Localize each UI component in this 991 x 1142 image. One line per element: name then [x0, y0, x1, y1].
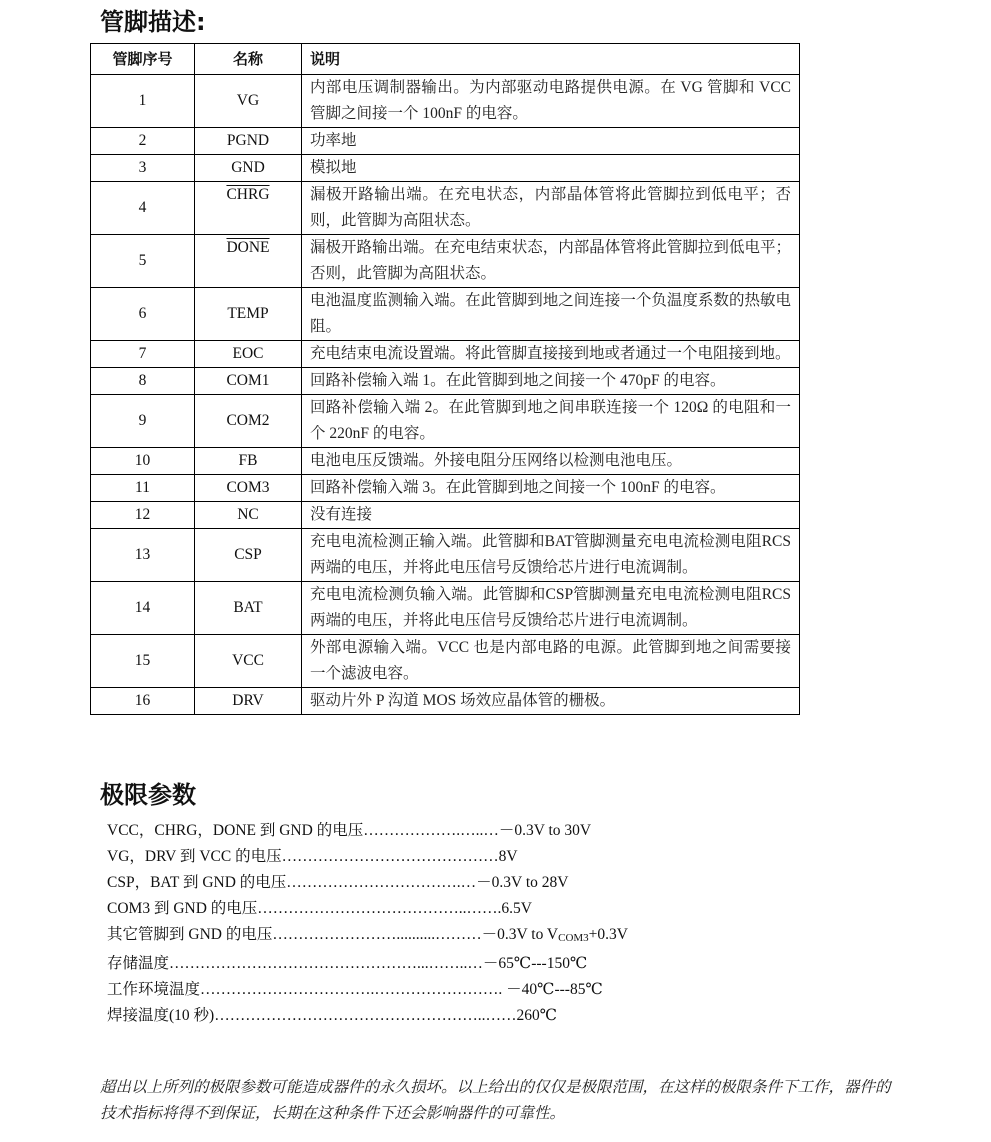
leader-dots: ……………………..........………	[272, 926, 482, 943]
pin-name-cell	[195, 475, 302, 502]
pin-name-cell	[195, 395, 302, 448]
param-label: VCC，CHRG，DONE 到 GND 的电压	[107, 822, 364, 839]
pin-description: 漏极开路输出端。在充电结束状态，内部晶体管将此管脚拉到低电平；否则，此管脚为高阻状态。	[302, 235, 800, 288]
table-row	[91, 475, 800, 502]
pin-name: PGND	[226, 132, 270, 149]
pin-number: 2	[91, 128, 195, 155]
list-item	[107, 844, 628, 870]
pin-name: NC	[237, 506, 259, 523]
table-row	[91, 155, 800, 182]
param-value: 6.5V	[501, 900, 532, 917]
pin-number: 12	[91, 502, 195, 529]
pin-name: DONE	[226, 239, 270, 256]
pin-number: 4	[91, 182, 195, 235]
pin-description: 回路补偿输入端 2。在此管脚到地之间串联连接一个 120Ω 的电阻和一个 220nF 的电容。	[302, 395, 800, 448]
pin-name-cell	[195, 635, 302, 688]
pin-name-cell	[195, 75, 302, 128]
param-value: －0.3V to 28V	[476, 874, 569, 891]
leader-dots: ……………………………………	[281, 848, 499, 865]
list-item	[107, 951, 628, 977]
param-value-suffix: +0.3V	[588, 926, 628, 943]
list-item	[107, 977, 628, 1003]
leader-dots: …………………………….…………………….	[200, 981, 507, 998]
pin-name-cell	[195, 235, 302, 288]
pin-name-cell	[195, 128, 302, 155]
param-value-prefix: －0.3V to V	[481, 926, 559, 943]
list-item	[107, 922, 628, 951]
pin-description: 充电结束电流设置端。将此管脚直接接到地或者通过一个电阻接到地。	[302, 341, 800, 368]
pin-name-cell	[195, 502, 302, 529]
pin-name: CSP	[234, 546, 262, 563]
pin-description: 充电电流检测正输入端。此管脚和BAT管脚测量充电电流检测电阻RCS两端的电压，并将此电压信号反馈给芯片进行电流调制。	[302, 529, 800, 582]
table-row	[91, 182, 800, 235]
table-row	[91, 688, 800, 715]
table-row	[91, 75, 800, 128]
absolute-max-ratings-title: 极限参数	[100, 781, 196, 809]
pin-name: VG	[236, 92, 260, 109]
pin-description: 内部电压调制器输出。为内部驱动电路提供电源。在 VG 管脚和 VCC 管脚之间接一个 100nF 的电容。	[302, 75, 800, 128]
pin-description: 驱动片外 P 沟道 MOS 场效应晶体管的栅极。	[302, 688, 800, 715]
param-label: 焊接温度(10 秒)	[107, 1007, 215, 1024]
pin-name: COM3	[226, 479, 270, 496]
pin-name-cell	[195, 155, 302, 182]
pin-name: GND	[231, 159, 265, 176]
pin-name: DRV	[232, 692, 264, 709]
pin-description-table	[90, 43, 800, 715]
list-item	[107, 1003, 628, 1029]
pin-description: 外部电源输入端。VCC 也是内部电路的电源。此管脚到地之间需要接一个滤波电容。	[302, 635, 800, 688]
table-row	[91, 235, 800, 288]
leader-dots: ……………………………………………..……	[214, 1007, 517, 1024]
list-item	[107, 818, 628, 844]
pin-number: 8	[91, 368, 195, 395]
param-label: 工作环境温度	[107, 981, 201, 998]
pin-number: 6	[91, 288, 195, 341]
table-row	[91, 448, 800, 475]
pin-description: 充电电流检测负输入端。此管脚和CSP管脚测量充电电流检测电阻RCS两端的电压，并将此电压信号反馈给芯片进行电流调制。	[302, 582, 800, 635]
pin-number: 15	[91, 635, 195, 688]
pin-number: 16	[91, 688, 195, 715]
table-row	[91, 582, 800, 635]
param-value: －40℃---85℃	[506, 981, 603, 998]
pin-number: 1	[91, 75, 195, 128]
list-item	[107, 896, 628, 922]
pin-name: COM2	[226, 412, 270, 429]
pin-name: BAT	[233, 599, 263, 616]
pin-name-cell	[195, 529, 302, 582]
table-row	[91, 341, 800, 368]
list-item	[107, 870, 628, 896]
param-label: COM3 到 GND 的电压	[107, 900, 258, 917]
param-label: 存储温度	[107, 955, 170, 972]
pin-name-cell	[195, 688, 302, 715]
pin-number: 3	[91, 155, 195, 182]
param-value: －65℃---150℃	[482, 955, 588, 972]
table-row	[91, 128, 800, 155]
param-value: 8V	[498, 848, 518, 865]
table-header-row	[91, 44, 800, 75]
pin-name: TEMP	[227, 305, 269, 322]
pin-number: 11	[91, 475, 195, 502]
pin-name-cell	[195, 448, 302, 475]
pin-number: 13	[91, 529, 195, 582]
warning-note: 超出以上所列的极限参数可能造成器件的永久损坏。以上给出的仅仅是极限范围，在这样的极限条件下工作，器件的技术指标将得不到保证，长期在这种条件下还会影响器件的可靠性。	[100, 1079, 891, 1122]
leader-dots: ……………….…..…	[363, 822, 499, 839]
pin-description: 没有连接	[302, 502, 800, 529]
pin-description: 回路补偿输入端 3。在此管脚到地之间接一个 100nF 的电容。	[302, 475, 800, 502]
param-value: －0.3V to 30V	[498, 822, 592, 839]
table-row	[91, 529, 800, 582]
table-row	[91, 288, 800, 341]
pin-name-cell	[195, 182, 302, 235]
pin-description: 漏极开路输出端。在充电状态，内部晶体管将此管脚拉到低电平；否则，此管脚为高阻状态。	[302, 182, 800, 235]
header-pin-number: 管脚序号	[91, 44, 195, 75]
pin-number: 7	[91, 341, 195, 368]
param-value: 260℃	[516, 1007, 558, 1024]
pin-description: 功率地	[302, 128, 800, 155]
table-row	[91, 502, 800, 529]
pin-name-cell	[195, 341, 302, 368]
pin-name: FB	[238, 452, 258, 469]
leader-dots: …………………………………………...……..…	[169, 955, 483, 972]
param-label: VG，DRV 到 VCC 的电压	[107, 848, 282, 865]
param-value	[482, 926, 628, 943]
pin-description: 模拟地	[302, 155, 800, 182]
pin-number: 9	[91, 395, 195, 448]
param-value-subscript: COM3	[558, 932, 589, 944]
header-pin-name: 名称	[195, 44, 302, 75]
param-label: CSP，BAT 到 GND 的电压	[107, 874, 287, 891]
param-label: 其它管脚到 GND 的电压	[107, 926, 273, 943]
pin-name: COM1	[226, 372, 270, 389]
absolute-max-ratings-list	[107, 818, 628, 1029]
leader-dots: …………………………….…	[286, 874, 477, 891]
pin-description: 电池温度监测输入端。在此管脚到地之间连接一个负温度系数的热敏电阻。	[302, 288, 800, 341]
pin-number: 5	[91, 235, 195, 288]
pin-name: CHRG	[226, 186, 270, 203]
table-row	[91, 395, 800, 448]
pin-name-cell	[195, 582, 302, 635]
pin-description-title: 管脚描述:	[100, 8, 206, 36]
pin-name-cell	[195, 288, 302, 341]
leader-dots: …………………………………..…….	[257, 900, 502, 917]
pin-number: 14	[91, 582, 195, 635]
pin-name: EOC	[232, 345, 264, 362]
pin-description: 回路补偿输入端 1。在此管脚到地之间接一个 470pF 的电容。	[302, 368, 800, 395]
pin-number: 10	[91, 448, 195, 475]
table-row	[91, 368, 800, 395]
pin-description: 电池电压反馈端。外接电阻分压网络以检测电池电压。	[302, 448, 800, 475]
pin-name: VCC	[232, 652, 264, 669]
pin-name-cell	[195, 368, 302, 395]
header-description: 说明	[302, 44, 800, 75]
table-row	[91, 635, 800, 688]
